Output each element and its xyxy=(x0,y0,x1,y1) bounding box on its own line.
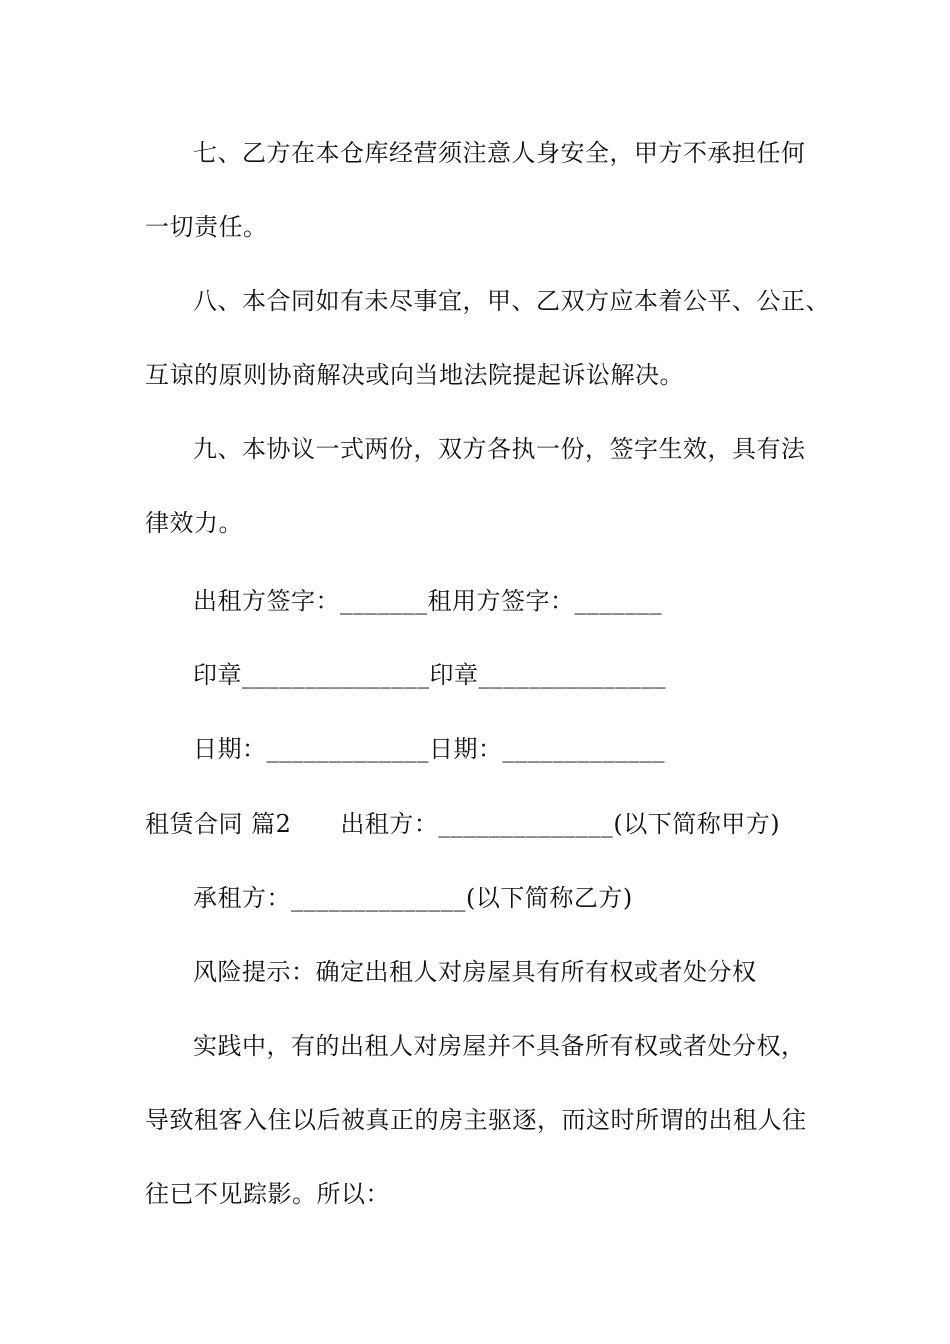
clause-9-line-1: 九、本协议一式两份，双方各执一份，签字生效，具有法 xyxy=(193,435,806,463)
clause-8-line-2: 互谅的原则协商解决或向当地法院提起诉讼解决。 xyxy=(145,361,684,389)
clause-8-line-1: 八、本合同如有未尽事宜，甲、乙双方应本着公平、公正、 xyxy=(193,287,830,315)
clause-7-line-1: 七、乙方在本仓库经营须注意人身安全，甲方不承担任何 xyxy=(193,139,806,167)
practice-line-3: 往已不见踪影。所以： xyxy=(145,1180,390,1208)
contract-2-heading-line: 租赁合同 篇2 出租方：______________(以下简称甲方) xyxy=(145,810,781,838)
risk-tip-line: 风险提示：确定出租人对房屋具有所有权或者处分权 xyxy=(193,958,757,986)
seal-line: 印章_______________印章_______________ xyxy=(193,661,666,689)
practice-line-2: 导致租客入住以后被真正的房主驱逐，而这时所谓的出租人往 xyxy=(145,1106,807,1134)
practice-line-1: 实践中，有的出租人对房屋并不具备所有权或者处分权， xyxy=(193,1032,806,1060)
signature-line: 出租方签字：_______租用方签字：_______ xyxy=(193,587,662,615)
date-line: 日期：_____________日期：_____________ xyxy=(193,735,665,763)
lessee-line: 承租方：______________(以下简称乙方) xyxy=(193,884,633,912)
clause-9-line-2: 律效力。 xyxy=(145,509,243,537)
clause-7-line-2: 一切责任。 xyxy=(145,213,268,241)
